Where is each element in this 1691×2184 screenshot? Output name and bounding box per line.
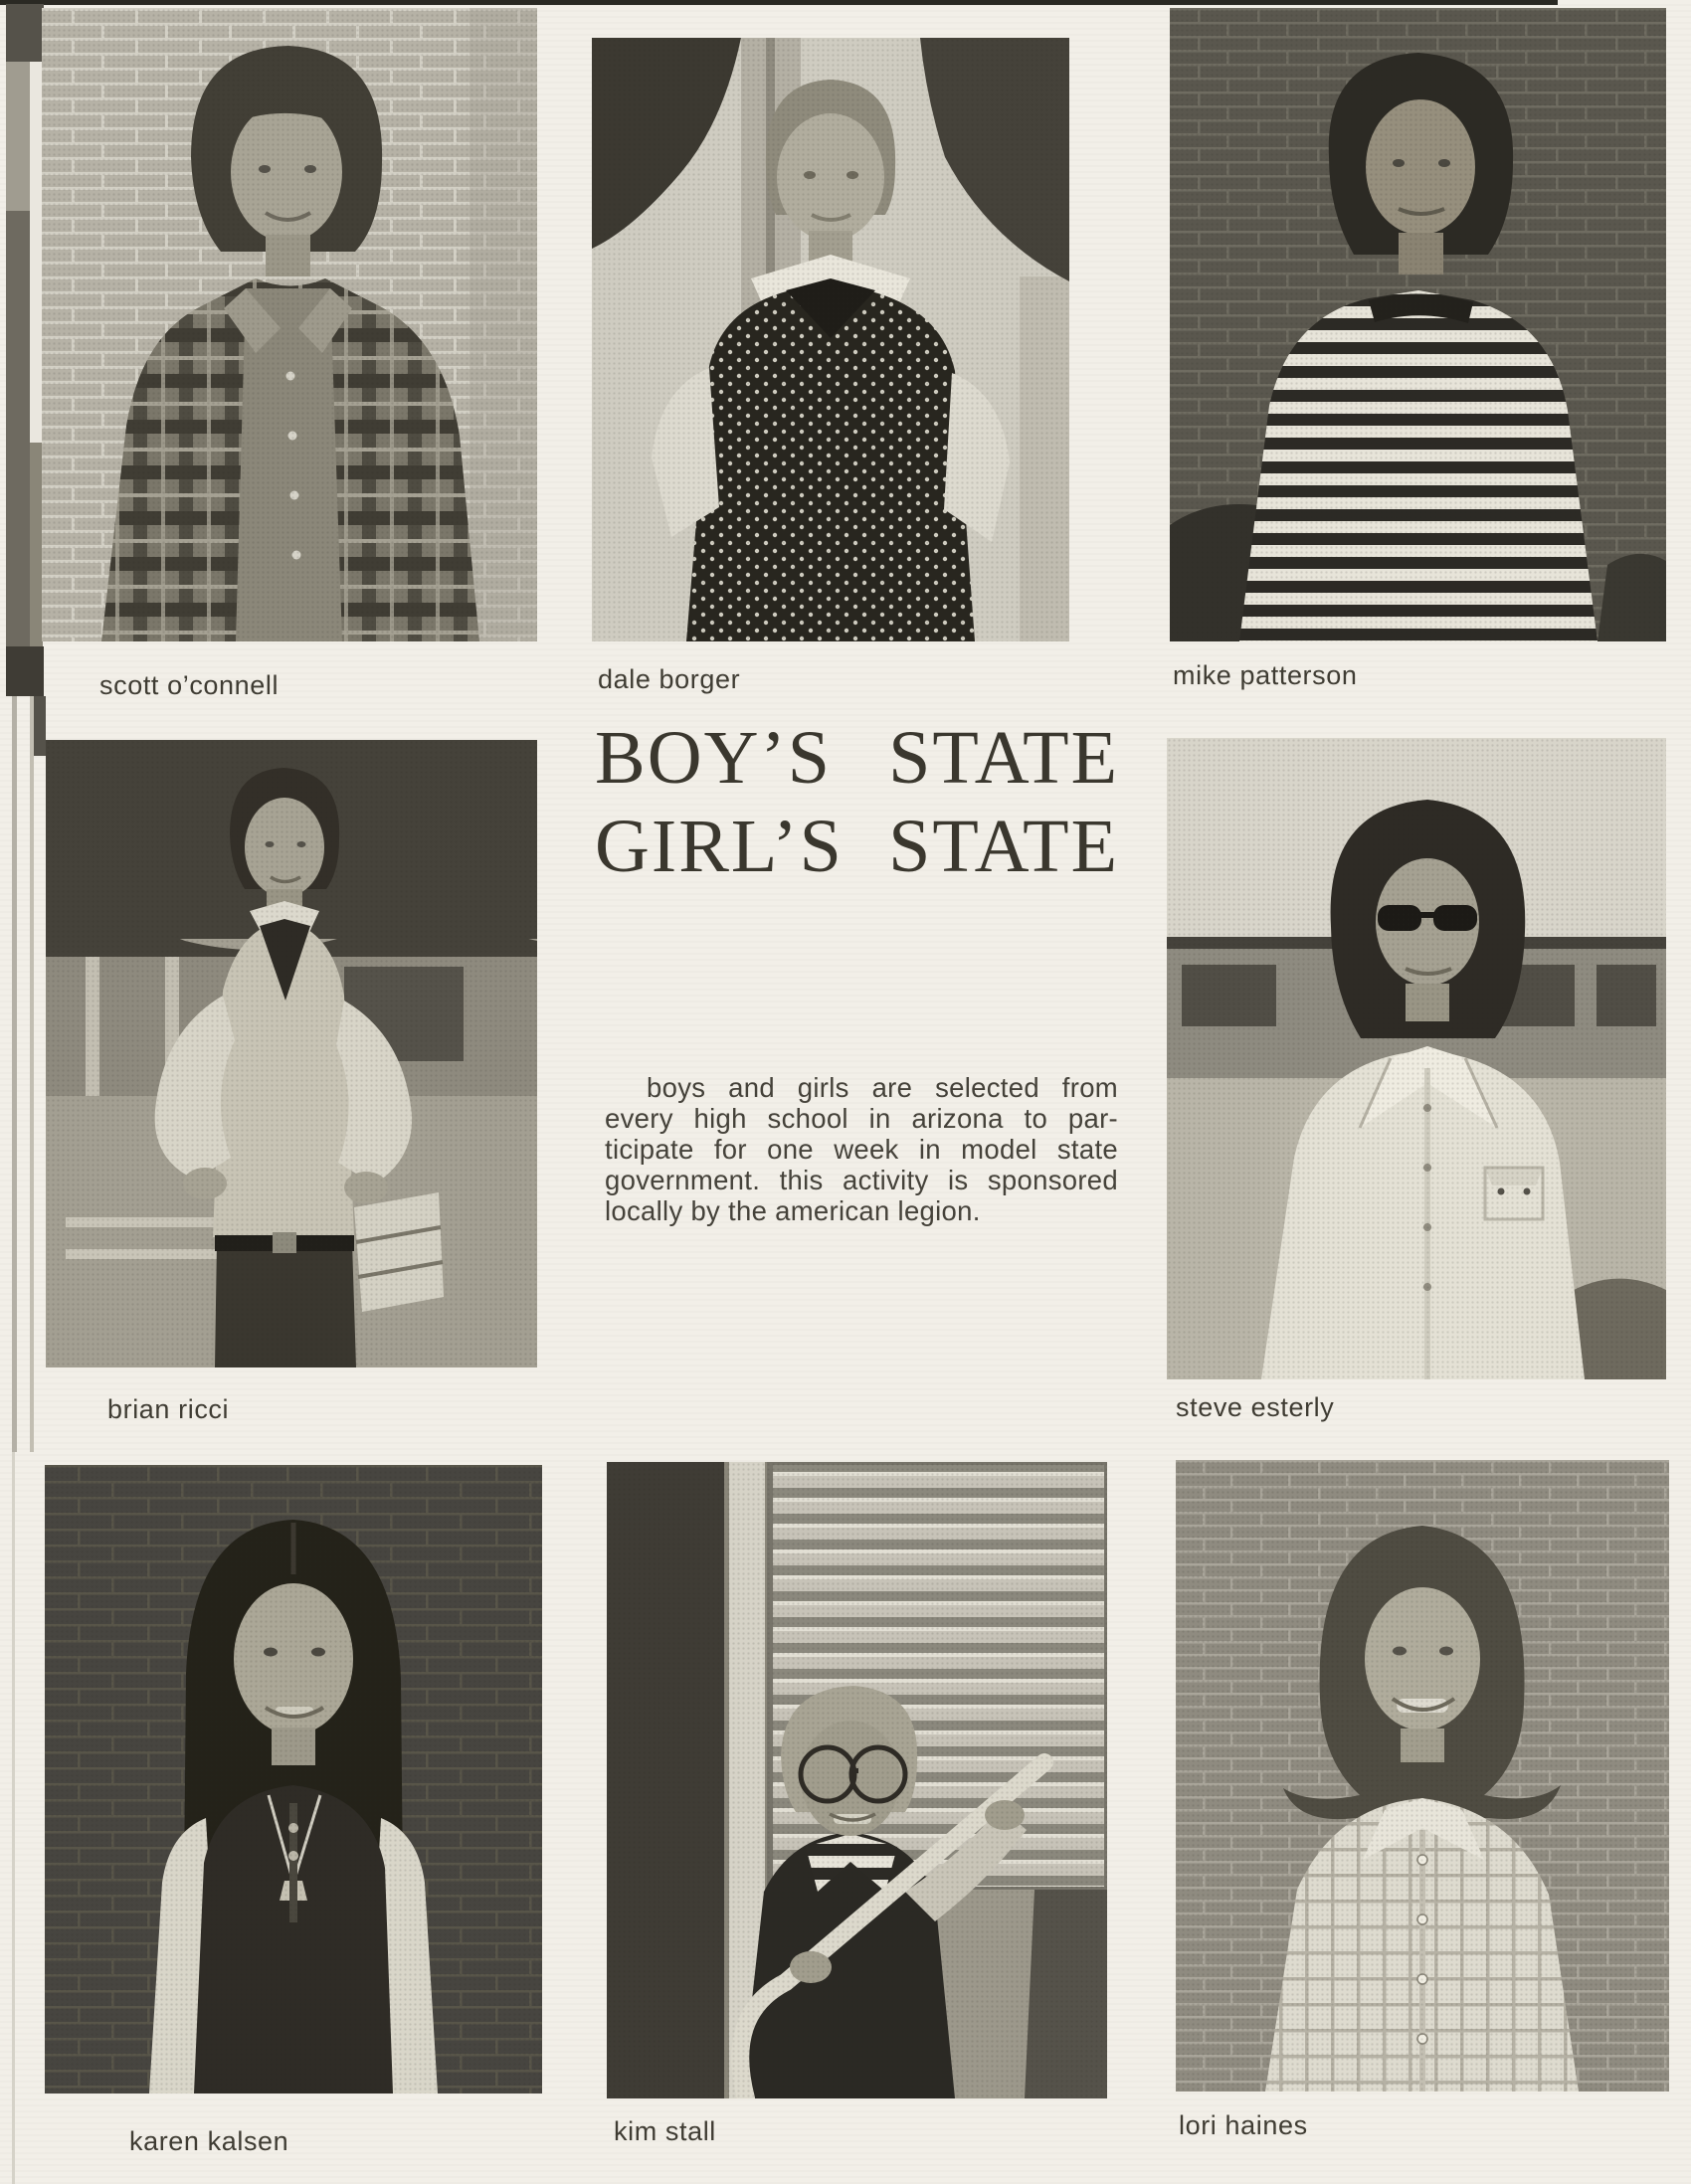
photo-lori-haines	[1176, 1460, 1669, 2092]
page-binding-artifact	[6, 211, 30, 646]
page-title	[595, 714, 1119, 891]
photo-dale-borger	[592, 38, 1069, 641]
photo-label-dale-borger: dale borger	[598, 664, 741, 694]
photo-label-scott-oconnell: scott o’connell	[99, 670, 280, 700]
photo-karen-kalsen	[45, 1465, 542, 2093]
body-paragraph	[605, 1072, 1118, 1226]
photo-label-kim-stall: kim stall	[614, 2116, 716, 2146]
photo-label-karen-kalsen: karen kalsen	[129, 2126, 289, 2156]
body-paragraph-line: ticipate for one week in model state	[605, 1134, 1118, 1165]
page-binding-artifact	[12, 1452, 15, 2184]
photo-label-steve-esterly: steve esterly	[1176, 1392, 1335, 1422]
body-paragraph-line: boys and girls are selected from	[647, 1072, 1118, 1103]
page-title-line2: GIRL’S STATE	[595, 805, 1119, 888]
page-binding-artifact	[6, 62, 30, 211]
page-binding-artifact	[6, 4, 44, 62]
page-title-line1: BOY’S STATE	[595, 716, 1119, 800]
page-binding-artifact	[34, 696, 46, 756]
body-paragraph-line: every high school in arizona to par-	[605, 1103, 1118, 1134]
page-binding-artifact	[6, 646, 44, 696]
photo-label-lori-haines: lori haines	[1179, 2110, 1308, 2140]
page-binding-artifact	[30, 696, 34, 1452]
body-paragraph-line: locally by the american legion.	[605, 1195, 981, 1226]
page-binding-artifact	[12, 696, 17, 1452]
photo-steve-esterly	[1167, 738, 1666, 1379]
body-paragraph-line: government. this activity is sponsored	[605, 1165, 1118, 1195]
photo-mike-patterson	[1170, 8, 1666, 641]
page-top-scan-line	[0, 0, 1558, 5]
photo-label-brian-ricci: brian ricci	[107, 1394, 230, 1424]
photo-label-mike-patterson: mike patterson	[1173, 660, 1358, 690]
photo-scott-oconnell	[42, 8, 537, 641]
photo-kim-stall	[607, 1462, 1107, 2098]
photo-brian-ricci	[46, 740, 537, 1367]
